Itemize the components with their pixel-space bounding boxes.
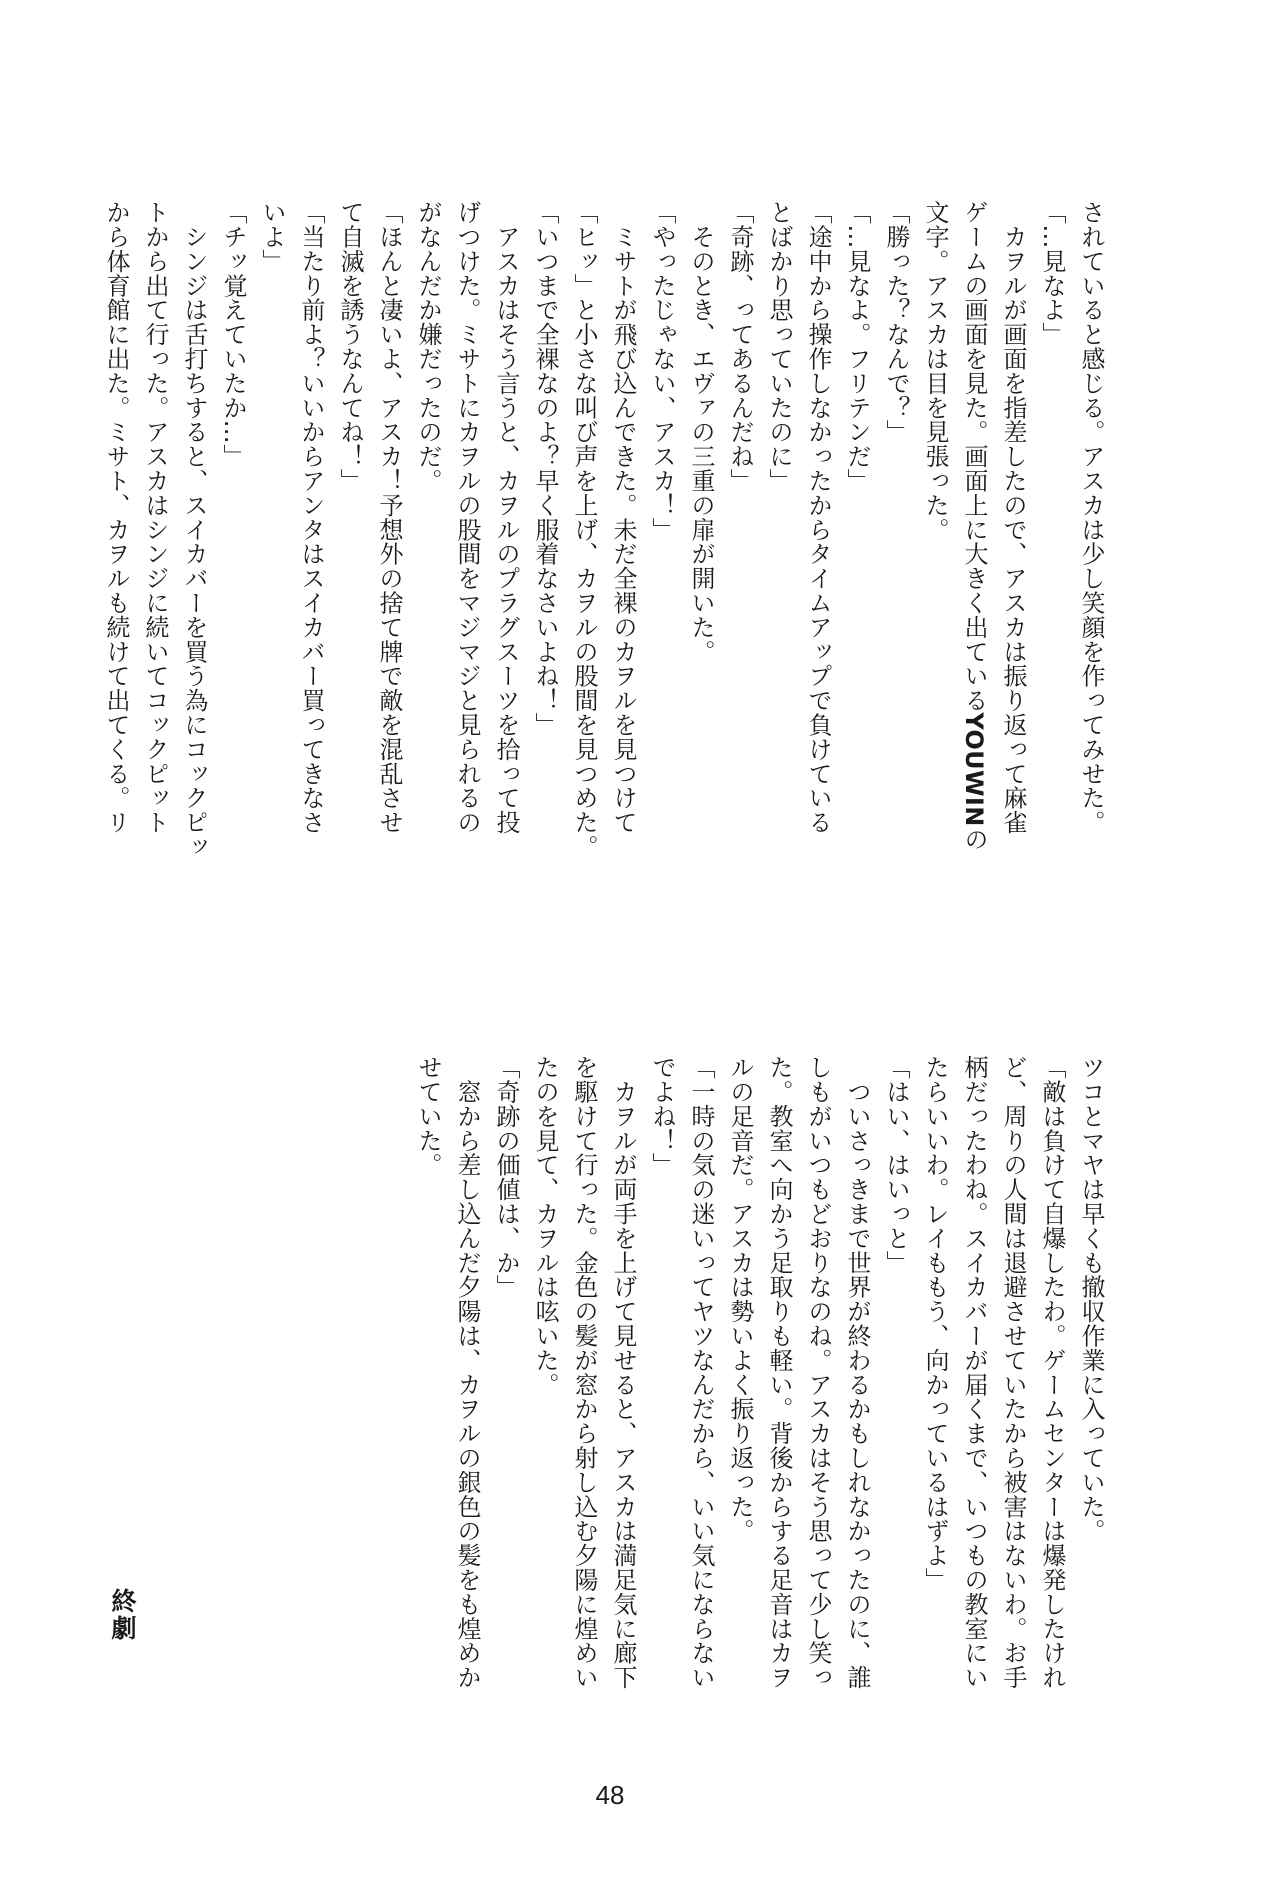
text-line: たのを見て、カヲルは呟いた。: [531, 1055, 559, 1397]
text-line: アスカはそう言うと、カヲルのプラグスーツを拾って投: [492, 200, 520, 835]
text-line: ミサトが飛び込んできた。未だ全裸のカヲルを見つけて: [609, 200, 637, 835]
text-line: 窓から差し込んだ夕陽は、カヲルの銀色の髪をも煌めか: [453, 1055, 481, 1690]
text-line: 「いつまで全裸なのよ？早く服着なさいよね！」: [531, 200, 559, 737]
text-line: いよ」: [258, 200, 286, 274]
text-line: たらいいわ。レイももう、向かっているはずよ」: [921, 1055, 949, 1592]
text-line: 「途中から操作しなかったからタイムアップで負けている: [804, 200, 832, 835]
text-line: されていると感じる。アスカは少し笑顔を作ってみせた。: [1077, 200, 1105, 835]
text-line: 「ヒッ」と小さな叫び声を上げ、カヲルの股間を見つめた。: [570, 200, 598, 859]
text-line: ど、周りの人間は退避させていたから被害はないわ。お手: [999, 1055, 1027, 1690]
text-line: トから出て行った。アスカはシンジに続いてコックピット: [141, 200, 169, 835]
text-line: 「敵は負けて自爆したわ。ゲームセンターは爆発したけれ: [1038, 1055, 1066, 1690]
text-line: 「奇跡、ってあるんだね」: [726, 200, 754, 493]
text-block-bottom: [408, 1055, 1110, 1695]
text-line: 「はい、はいっと」: [882, 1055, 910, 1275]
text-line: 「一時の気の迷いってヤツなんだから、いい気にならない: [687, 1055, 715, 1690]
text-line: カヲルが画面を指差したので、アスカは振り返って麻雀: [999, 200, 1027, 835]
text-line: 「やったじゃない、アスカ！」: [648, 200, 676, 542]
text-line: ルの足音だ。アスカは勢いよく振り返った。: [726, 1055, 754, 1543]
text-line: ツコとマヤは早くも撤収作業に入っていた。: [1077, 1055, 1105, 1543]
text-line: そのとき、エヴァの三重の扉が開いた。: [687, 200, 715, 664]
text-line: 「当たり前よ？いいからアンタはスイカバー買ってきなさ: [297, 200, 325, 835]
text-line: げつけた。ミサトにカヲルの股間をマジマジと見られるの: [453, 200, 481, 835]
text-line: カヲルが両手を上げて見せると、アスカは満足気に廊下: [609, 1055, 637, 1690]
text-block-top: [96, 200, 1110, 859]
page-number: 48: [595, 1780, 625, 1810]
text-line: て自滅を誘うなんてね！」: [336, 200, 364, 493]
text-line: シンジは舌打ちすると、スイカバーを買う為にコックピッ: [180, 200, 208, 859]
text-line: ついさっきまで世界が終わるかもしれなかったのに、誰: [843, 1055, 871, 1690]
text-line: を駆けて行った。金色の髪が窓から射し込む夕陽に煌めい: [570, 1055, 598, 1690]
text-line: せていた。: [414, 1055, 442, 1177]
text-line: 文字。アスカは目を見張った。: [921, 200, 949, 542]
text-line: 「…見なよ。フリテンだ」: [843, 200, 871, 493]
text-line: 「ほんと凄いよ、アスカ！予想外の捨て牌で敵を混乱させ: [375, 200, 403, 835]
text-segment: ゲームの画面を見た。画面上に大きく出ている: [960, 200, 988, 713]
text-line: 柄だったわね。スイカバーが届くまで、いつもの教室にい: [960, 1055, 988, 1690]
text-line: 「…見なよ」: [1038, 200, 1066, 347]
text-line: から体育館に出た。ミサト、カヲルも続けて出てくる。リ: [102, 200, 130, 835]
text-line: がなんだか嫌だったのだ。: [414, 200, 442, 493]
text-line: 「チッ覚えていたか…」: [219, 200, 247, 469]
text-line: 「奇跡の価値は、か」: [492, 1055, 520, 1299]
text-line: 「勝った？なんで？」: [882, 200, 910, 444]
text-line: [954, 200, 993, 852]
text-segment: の: [960, 826, 988, 852]
text-line: でよね！」: [648, 1055, 676, 1177]
text-line: しもがいつもどおりなのね。アスカはそう思って少し笑っ: [804, 1055, 832, 1690]
text-line: た。教室へ向かう足取りも軽い。背後からする足音はカヲ: [765, 1055, 793, 1690]
text-line: とばかり思っていたのに」: [765, 200, 793, 493]
end-mark: 終劇: [108, 1588, 137, 1642]
emphasis-text: YOUWIN: [960, 712, 988, 827]
